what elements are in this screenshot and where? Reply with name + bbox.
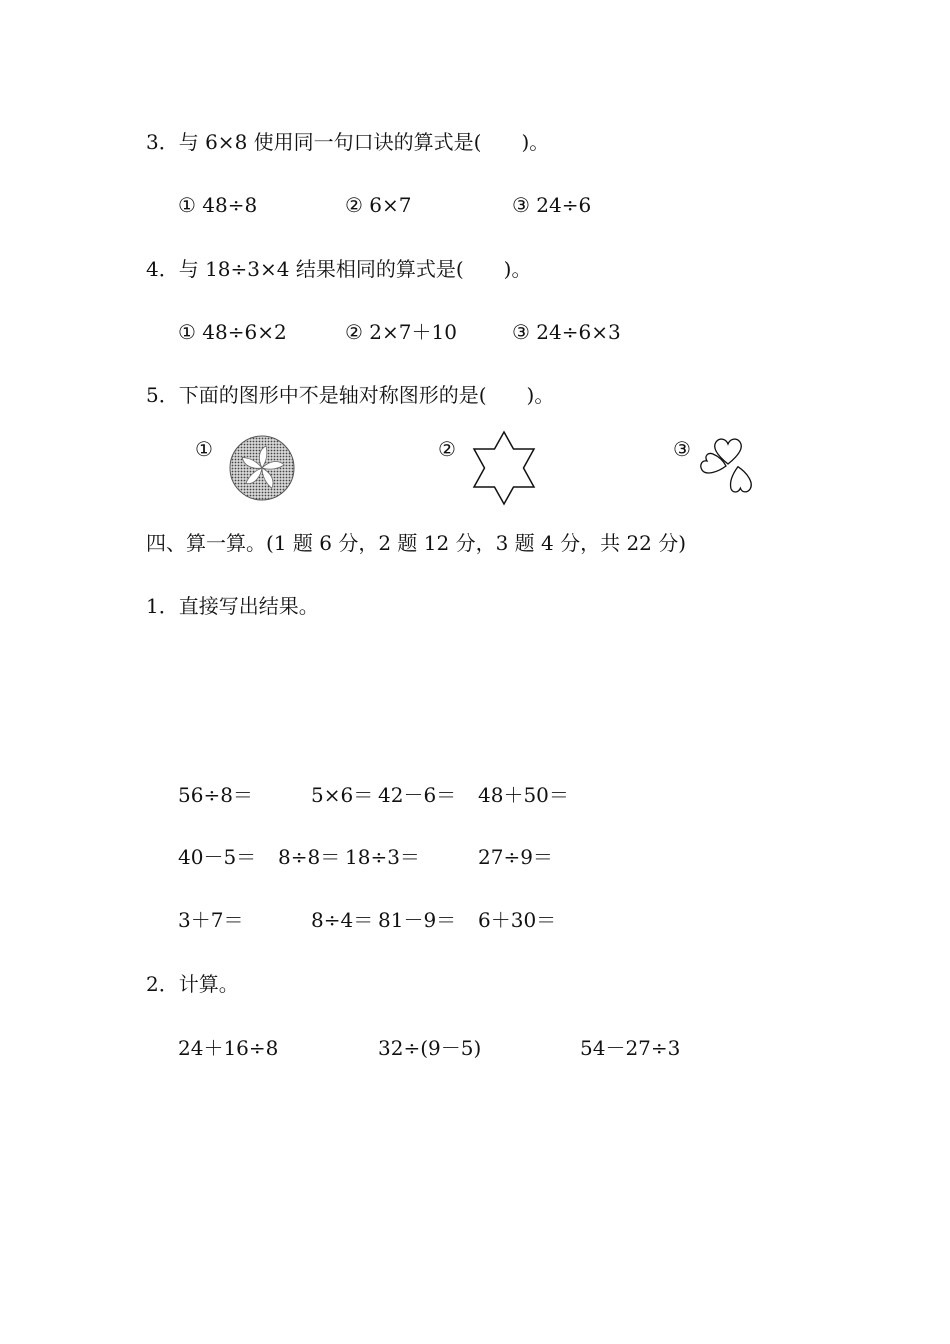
oral-calc-r1-c4: 48＋50＝ — [478, 783, 569, 807]
oral-calc-r3-c1: 3＋7＝ — [178, 908, 244, 932]
question-4-option-3: ③ 24÷6×3 — [512, 320, 621, 344]
calc-item-3: 54－27÷3 — [580, 1036, 681, 1060]
question-3-stem: 3．与 6×8 使用同一句口诀的算式是( )。 — [146, 130, 550, 154]
calc-item-2: 32÷(9－5) — [378, 1036, 482, 1060]
question-4-stem: 4．与 18÷3×4 结果相同的算式是( )。 — [146, 257, 532, 281]
oral-calc-r2-c4: 27÷9＝ — [478, 845, 553, 869]
oral-calc-r2-c1: 40－5＝ — [178, 845, 257, 869]
oral-calc-r1-c1: 56÷8＝ — [178, 783, 253, 807]
question-5-option-1-label: ① — [195, 437, 213, 461]
part-1-title: 1．直接写出结果。 — [146, 594, 319, 618]
section-4-heading: 四、算一算。(1 题 6 分，2 题 12 分，3 题 4 分，共 22 分) — [146, 531, 687, 555]
question-5-option-2-label: ② — [438, 437, 456, 461]
question-3-option-2: ② 6×7 — [345, 193, 412, 217]
oral-calc-r3-c2: 8÷4＝ — [311, 908, 374, 932]
question-4-option-1: ① 48÷6×2 — [178, 320, 287, 344]
question-5-option-3-label: ③ — [673, 437, 691, 461]
oral-calc-r2-c2: 8÷8＝ — [278, 845, 341, 869]
oral-calc-r1-c3: 42－6＝ — [378, 783, 457, 807]
oral-calc-r3-c3: 81－9＝ — [378, 908, 457, 932]
bauhinia-emblem-icon — [228, 434, 296, 502]
question-5-stem: 5．下面的图形中不是轴对称图形的是( )。 — [146, 383, 555, 407]
question-3-option-3: ③ 24÷6 — [512, 193, 592, 217]
oral-calc-r3-c4: 6＋30＝ — [478, 908, 557, 932]
oral-calc-r2-c3: 18÷3＝ — [345, 845, 420, 869]
three-heart-clover-icon — [696, 434, 760, 498]
question-3-option-1: ① 48÷8 — [178, 193, 258, 217]
part-2-title: 2．计算。 — [146, 972, 239, 996]
question-4-option-2: ② 2×7＋10 — [345, 320, 457, 344]
oral-calc-r1-c2: 5×6＝ — [311, 783, 374, 807]
six-pointed-star-icon — [468, 430, 540, 506]
calc-item-1: 24＋16÷8 — [178, 1036, 279, 1060]
